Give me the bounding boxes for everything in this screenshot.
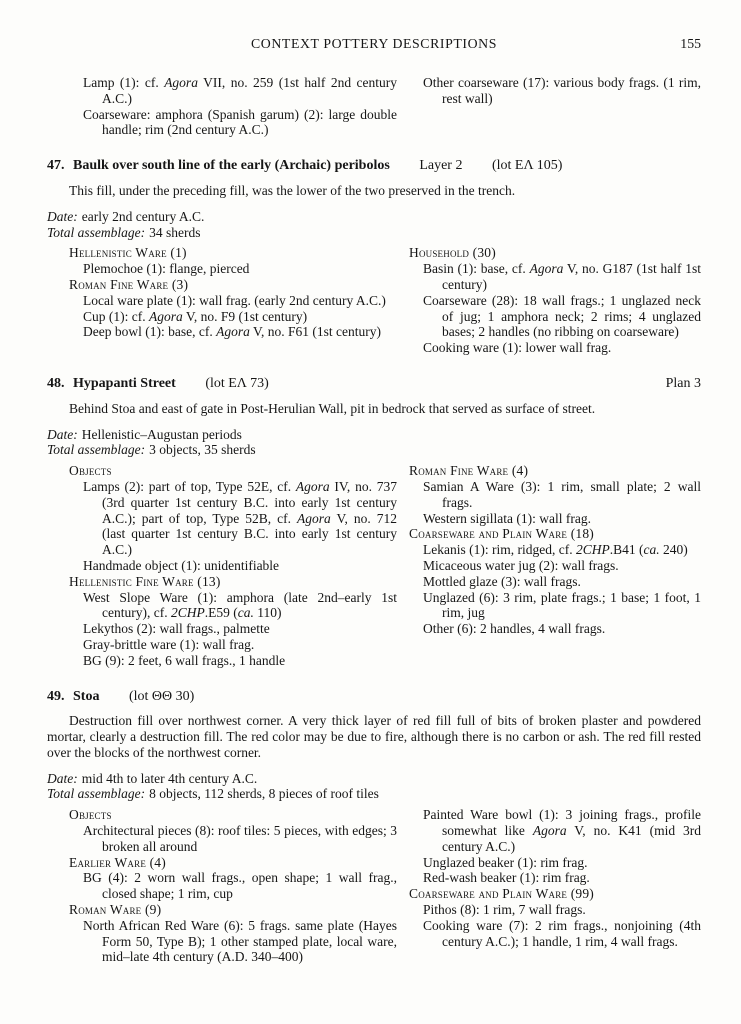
catalog-columns [47,75,701,138]
assemblage-value: 3 objects, 35 sherds [149,442,256,458]
catalog-item: Coarseware (28): 18 wall frags.; 1 unglazed neck of jug; 1 amphora neck; 2 rims; 4 unglazed bases; 2 handles (no ribbing on coarseware) [423,292,701,340]
catalog-column-right [409,245,701,356]
assemblage-line [47,442,701,458]
catalog-item: Western sigillata (1): wall frag. [423,510,591,526]
catalog-item: BG (4): 2 worn wall frags., open shape; 1 wall frag., closed shape; 1 rim, cup [83,870,397,902]
assemblage-label: Total assemblage: [47,224,146,240]
category-heading: Hellenistic Ware (1) [69,245,187,261]
catalog-item: Painted Ware bowl (1): 3 joining frags., profile somewhat like Agora V, no. K41 (mid 3rd century A.C.) [423,807,701,854]
text-run: ca. [237,605,254,621]
page-header [47,36,701,53]
section-heading [47,376,701,392]
text-run: 2CHP [170,605,205,621]
section-number: 49. [47,688,65,704]
catalog-columns [47,807,701,965]
catalog-item: Plemochoe (1): flange, pierced [83,261,250,277]
assemblage-label: Total assemblage: [47,442,146,458]
catalog-item: Micaceous water jug (2): wall frags. [423,557,619,573]
category-heading: Objects [69,807,112,823]
catalog-item: Coarseware: amphora (Spanish garum) (2): large double handle; rim (2nd century A.C.) [83,106,397,138]
text-run: Agora [216,324,250,340]
catalog-item: Other coarseware (17): various body frags. (1 rim, rest wall) [423,75,701,106]
section-title: Stoa [73,688,100,704]
text-run: 2CHP [575,542,610,558]
assemblage-line [47,786,701,802]
catalog-item: West Slope Ware (1): amphora (late 2nd–early 1st century), cf. 2CHP.E59 (ca. 110) [83,589,397,621]
date-line [47,209,701,225]
section-lot: (lot ΘΘ 30) [128,688,195,704]
date-label: Date: [47,770,78,786]
section-number: 48. [47,375,65,391]
section-heading [47,689,701,705]
date-line [47,427,701,443]
catalog-columns [47,463,701,668]
catalog-item: Lamps (2): part of top, Type 52E, cf. Agora IV, no. 737 (3rd quarter 1st century B.C. into early 1st century A.C.); part of top, Type 52B, cf. Agora V, no. 712 (last quarter 1st century B.C. into early 1st century A.C.) [83,478,398,558]
text-run: ca. [643,542,660,558]
catalog-item: Lekythos (2): wall frags., palmette [83,621,270,637]
catalog-column-right [409,463,701,668]
section-meta [47,771,701,803]
text-run: Agora [295,478,330,494]
catalog-item: Cooking ware (1): lower wall frag. [423,340,612,356]
catalog-item: Cup (1): cf. Agora V, no. F9 (1st century) [83,308,308,324]
catalog-item: Local ware plate (1): wall frag. (early 2nd century A.C.) [83,292,386,308]
section-layer: Layer 2 [419,158,463,174]
section-lot: (lot ΕΛ 105) [491,158,563,174]
section-description: This fill, under the preceding fill, was the lower of the two preserved in the trench. [69,182,516,198]
category-heading: Hellenistic Fine Ware (13) [69,573,221,589]
running-title: CONTEXT POTTERY DESCRIPTIONS [251,36,497,51]
catalog-column-left [69,807,397,965]
section-heading [47,158,701,174]
section-meta [47,427,701,459]
category-heading: Household (30) [409,245,496,261]
section-number: 47. [47,158,65,174]
catalog-item: Lamp (1): cf. Agora VII, no. 259 (1st half 2nd century A.C.) [83,75,398,106]
category-heading: Earlier Ware (4) [69,854,166,870]
catalog-item: Unglazed beaker (1): rim frag. [423,854,588,870]
catalog-section-47 [47,158,701,356]
page-number: 155 [680,36,701,51]
category-heading: Roman Fine Ware (4) [409,463,529,479]
section-description: Destruction fill over northwest corner. A very thick layer of red fill full of bits of broken plaster and powdered mortar, clearly a destruction fill. The red color may be due to fire, although there is no carbon or ash. The red fill rested over the blocks of the northwest corner. [47,713,701,760]
date-line [47,771,701,787]
catalog-item: Lekanis (1): rim, ridged, cf. 2CHP.B41 (ca. 240) [423,542,688,558]
date-value: Hellenistic–Augustan periods [81,426,242,442]
catalog-column-right [409,75,701,138]
catalog-item: Cooking ware (7): 2 rim frags., nonjoining (4th century A.C.); 1 handle, 1 rim, 4 wall frags. [423,917,701,949]
catalog-section-48 [47,376,701,669]
date-value: mid 4th to later 4th century A.C. [81,770,258,786]
date-label: Date: [47,426,78,442]
category-heading: Coarseware and Plain Ware (18) [409,526,594,542]
assemblage-value: 8 objects, 112 sherds, 8 pieces of roof tiles [149,786,379,802]
assemblage-label: Total assemblage: [47,786,146,802]
catalog-item: Samian A Ware (3): 1 rim, small plate; 2 wall frags. [423,478,701,510]
catalog-item: BG (9): 2 feet, 6 wall frags., 1 handle [83,652,286,668]
category-heading: Objects [69,463,112,479]
date-value: early 2nd century A.C. [81,208,205,224]
section-plan-ref: Plan 3 [665,375,701,391]
category-heading: Roman Fine Ware (3) [69,276,189,292]
catalog-item: Pithos (8): 1 rim, 7 wall frags. [423,902,586,918]
catalog-column-right [409,807,701,965]
text-run: Agora [296,510,331,526]
section-title: Hypapanti Street [73,375,176,391]
assemblage-line [47,225,701,241]
text-run: Agora [532,823,567,839]
category-heading: Coarseware and Plain Ware (99) [409,886,594,902]
catalog-item: Other (6): 2 handles, 4 wall frags. [423,621,606,637]
category-heading: Roman Ware (9) [69,902,162,918]
catalog-item: Architectural pieces (8): roof tiles: 5 pieces, with edges; 3 broken all around [83,823,397,854]
catalog-item: Unglazed (6): 3 rim, plate frags.; 1 base; 1 foot, 1 rim, jug [423,589,701,621]
section-title: Baulk over south line of the early (Archaic) peribolos [73,158,390,174]
assemblage-value: 34 sherds [149,224,201,240]
catalog-column-left [69,463,397,668]
carryover-entry [47,75,701,138]
catalog-column-left [69,75,397,138]
text-run: Agora [164,75,198,90]
date-label: Date: [47,208,78,224]
catalog-column-left [69,245,397,356]
catalog-item: Red-wash beaker (1): rim frag. [423,870,590,886]
text-run: Agora [529,261,564,277]
catalog-item: Basin (1): base, cf. Agora V, no. G187 (1st half 1st century) [423,261,701,292]
catalog-item: Mottled glaze (3): wall frags. [423,573,581,589]
catalog-item: North African Red Ware (6): 5 frags. same plate (Hayes Form 50, Type B); 1 other stamped plate, local ware, mid–late 4th century (A.D. 340–400) [83,917,397,965]
section-meta [47,209,701,241]
section-description: Behind Stoa and east of gate in Post-Herulian Wall, pit in bedrock that served as surface of street. [69,400,596,416]
catalog-item: Gray-brittle ware (1): wall frag. [83,636,255,652]
section-lot: (lot ΕΛ 73) [205,375,269,391]
text-run: Agora [148,308,183,324]
catalog-item: Deep bowl (1): base, cf. Agora V, no. F61 (1st century) [83,324,381,340]
catalog-columns [47,245,701,356]
catalog-section-49 [47,689,701,966]
catalog-item: Handmade object (1): unidentifiable [83,557,280,573]
